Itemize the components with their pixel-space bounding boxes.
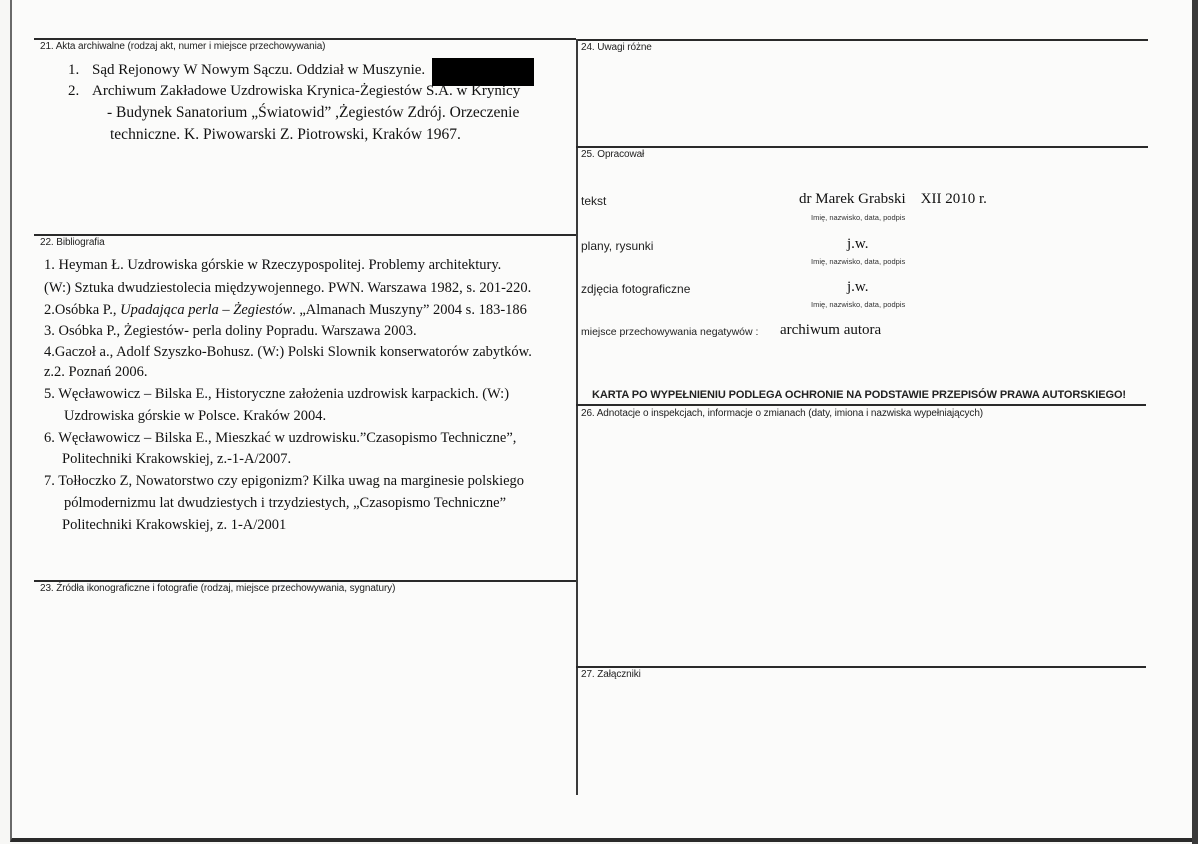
bib2-title: Upadająca perla – Żegiestów	[120, 302, 293, 318]
field-plany-label: plany, rysunki	[581, 239, 654, 253]
field-plany-value: j.w.	[847, 236, 869, 252]
field-tekst-hint: Imię, nazwisko, data, podpis	[811, 213, 906, 222]
bib2-prefix: 2.Osóbka P.,	[44, 302, 121, 318]
negatives-label: miejsce przechowywania negatywów :	[581, 326, 759, 338]
bibliography-line: 6. Węcławowicz – Bilska E., Mieszkać w uzdrowisku.”Czasopismo Techniczne”,	[44, 430, 517, 446]
divider-top-right	[576, 39, 1148, 41]
field-tekst-value: dr Marek Grabski XII 2010 r.	[799, 191, 987, 207]
field-zdjecia-value: j.w.	[847, 279, 869, 295]
redaction-box	[432, 58, 534, 86]
bib2-suffix: . „Almanach Muszyny” 2004 s. 183-186	[292, 302, 527, 318]
section-23-label: 23. Źródła ikonograficzne i fotografie (rodzaj, miejsce przechowywania, sygnatury)	[40, 583, 396, 594]
field-tekst-label: tekst	[581, 194, 607, 208]
bibliography-line: 5. Węcławowicz – Bilska E., Historyczne założenia uzdrowisk karpackich. (W:)	[44, 386, 510, 402]
divider-s23	[34, 580, 576, 582]
divider-top-left	[34, 38, 576, 40]
bibliography-line: 3. Osóbka P., Żegiestów- perla doliny Popradu. Warszawa 2003.	[44, 323, 417, 339]
divider-s25	[576, 146, 1148, 148]
bibliography-line: pólmodernizmu lat dwudziestych i trzydziestych, „Czasopismo Techniczne”	[64, 495, 507, 511]
s21-item-2-text: Archiwum Zakładowe Uzdrowiska Krynica-Żegiestów S.A. w Krynicy	[92, 83, 521, 99]
bibliography-line: Politechniki Krakowskiej, z. 1-A/2001	[62, 517, 287, 533]
s21-item-2-number: 2.	[68, 83, 80, 99]
field-plany-hint: Imię, nazwisko, data, podpis	[811, 257, 906, 266]
section-26-label: 26. Adnotacje o inspekcjach, informacje o zmianach (daty, imiona i nazwiska wypełniających)	[581, 408, 984, 419]
section-24-label: 24. Uwagi różne	[581, 42, 652, 53]
divider-s27	[576, 666, 1146, 668]
bibliography-line-2	[44, 302, 527, 319]
negatives-value: archiwum autora	[780, 322, 882, 338]
bibliography-line: Uzdrowiska górskie w Polsce. Kraków 2004.	[64, 408, 327, 424]
s21-continuation-2: techniczne. K. Piwowarski Z. Piotrowski, Kraków 1967.	[110, 126, 461, 143]
column-divider	[576, 39, 578, 795]
s21-item-1-text: Sąd Rejonowy W Nowym Sączu. Oddział w Muszynie.	[92, 62, 426, 78]
bibliography-line: 7. Tołłoczko Z, Nowatorstwo czy epigonizm? Kilka uwag na marginesie polskiego	[44, 473, 525, 489]
section-25-label: 25. Opracował	[581, 149, 645, 160]
section-22-label: 22. Bibliografia	[40, 237, 105, 248]
bibliography-line: Politechniki Krakowskiej, z.-1-A/2007.	[62, 451, 292, 467]
copyright-warning: KARTA PO WYPEŁNIENIU PODLEGA OCHRONIE NA PODSTAWIE PRZEPISÓW PRAWA AUTORSKIEGO!	[592, 389, 1126, 401]
s21-continuation-1: - Budynek Sanatorium „Światowid” ,Żegiestów Zdrój. Orzeczenie	[107, 104, 520, 121]
bibliography-line: 1. Heyman Ł. Uzdrowiska górskie w Rzeczypospolitej. Problemy architektury.	[44, 257, 502, 273]
scan-edge	[1192, 0, 1198, 844]
section-27-label: 27. Załączniki	[581, 669, 641, 680]
divider-s26	[576, 404, 1146, 406]
s21-item-1-number: 1.	[68, 62, 80, 78]
field-zdjecia-hint: Imię, nazwisko, data, podpis	[811, 300, 906, 309]
bibliography-line: (W:) Sztuka dwudziestolecia międzywojennego. PWN. Warszawa 1982, s. 201-220.	[44, 280, 532, 296]
bibliography-line: 4.Gaczoł a., Adolf Szyszko-Bohusz. (W:) Polski Slownik konserwatorów zabytków.	[44, 344, 532, 360]
field-zdjecia-label: zdjęcia fotograficzne	[581, 282, 691, 296]
bibliography-line: z.2. Poznań 2006.	[44, 364, 148, 380]
divider-s22	[34, 234, 576, 236]
section-21-label: 21. Akta archiwalne (rodzaj akt, numer i miejsce przechowywania)	[40, 41, 326, 52]
